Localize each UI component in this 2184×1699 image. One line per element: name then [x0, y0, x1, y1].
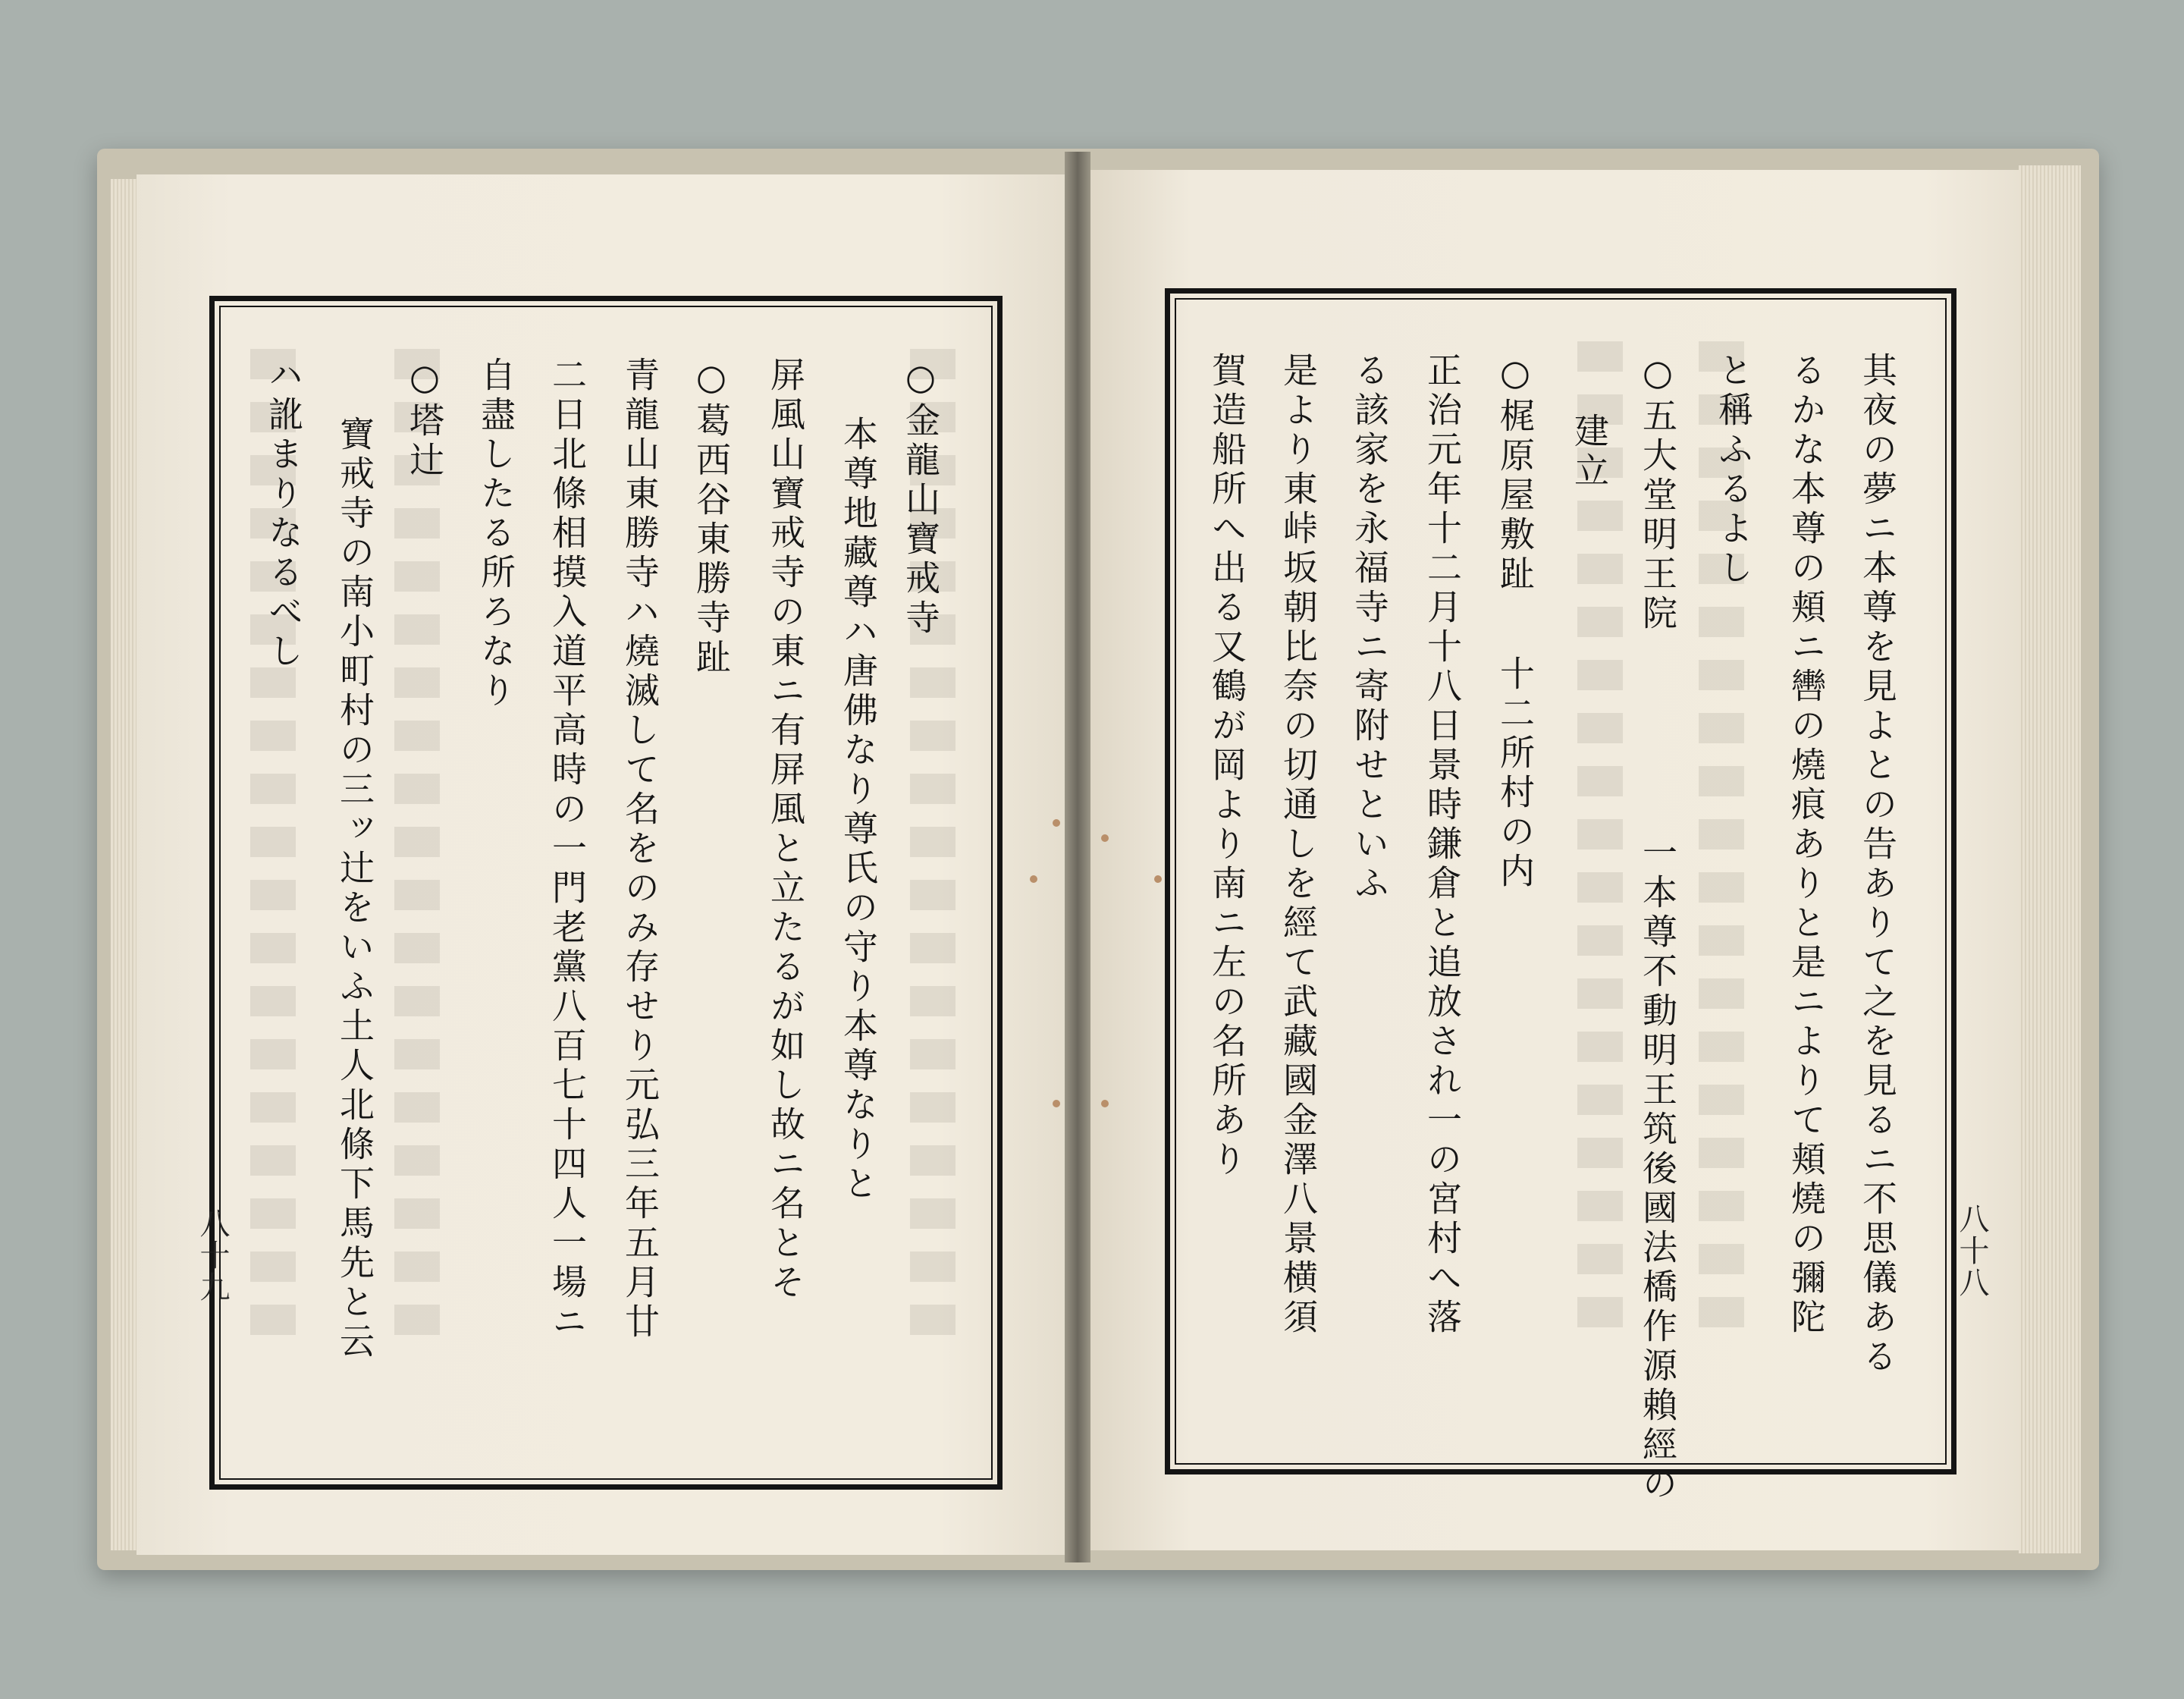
left-column-9: 寶戒寺の南小町村の三ッ辻をいふ土人北條下馬先と云: [334, 416, 375, 1362]
right-column-7: 正治元年十二月十八日景時鎌倉と追放され一の宮村へ落: [1422, 352, 1463, 1338]
left-column-7: 自盡したる所ろなり: [475, 356, 516, 711]
left-page-edges: [111, 179, 136, 1550]
left-column-8: ○塔辻: [404, 356, 445, 481]
right-page-edges: [2019, 165, 2081, 1553]
binding-hole: [1053, 1100, 1060, 1107]
binding-hole: [1053, 819, 1060, 827]
right-column-5: 建立: [1569, 413, 1610, 491]
right-page-number: 八十八: [1954, 1203, 1989, 1299]
binding-hole: [1101, 1100, 1109, 1107]
left-column-4: ○葛西谷東勝寺趾: [691, 356, 732, 678]
right-column-2: るかな本尊の頬ニ轡の燒痕ありと是ニよりて頬燒の彌陀: [1786, 352, 1827, 1338]
right-column-8: る該家を永福寺ニ寄附せといふ: [1349, 352, 1390, 904]
right-column-6: ○梶原屋敷趾: [1495, 352, 1536, 595]
left-column-10: ハ訛まりなるべし: [263, 356, 304, 672]
left-column-1: ○金龍山寶戒寺: [900, 356, 941, 639]
right-column-10: 賀造船所へ出る又鶴が岡より南ニ左の名所あり: [1207, 352, 1247, 1180]
binding-hole: [1030, 875, 1037, 883]
left-column-6: 二日北條相摸入道平高時の一門老黨八百七十四人一場ニ: [547, 356, 588, 1343]
left-column-3: 屏風山寶戒寺の東ニ有屏風と立たるが如し故ニ名とそ: [765, 356, 806, 1303]
right-column-4b: 一本尊不動明王筑後國法橋作源賴經の: [1637, 834, 1678, 1505]
left-column-5: 青龍山東勝寺ハ燒滅して名をのみ存せり元弘三年五月廿: [620, 356, 661, 1343]
right-column-6b: 十二所村の内: [1495, 655, 1536, 892]
book-spine: [1065, 152, 1090, 1562]
right-column-3: と稱ふるよし: [1713, 352, 1754, 589]
left-column-2: 本尊地藏尊ハ唐佛なり尊氏の守り本尊なりと: [838, 416, 879, 1204]
right-column-4: ○五大堂明王院: [1637, 352, 1678, 634]
right-column-9: 是より東峠坂朝比奈の切通しを經て武藏國金澤八景横須: [1278, 352, 1319, 1338]
binding-hole: [1101, 834, 1109, 842]
right-column-1: 其夜の夢ニ本尊を見よとの告ありて之を見るニ不思儀ある: [1857, 352, 1898, 1377]
left-page-number: 八十九: [195, 1208, 230, 1303]
binding-hole: [1154, 875, 1162, 883]
